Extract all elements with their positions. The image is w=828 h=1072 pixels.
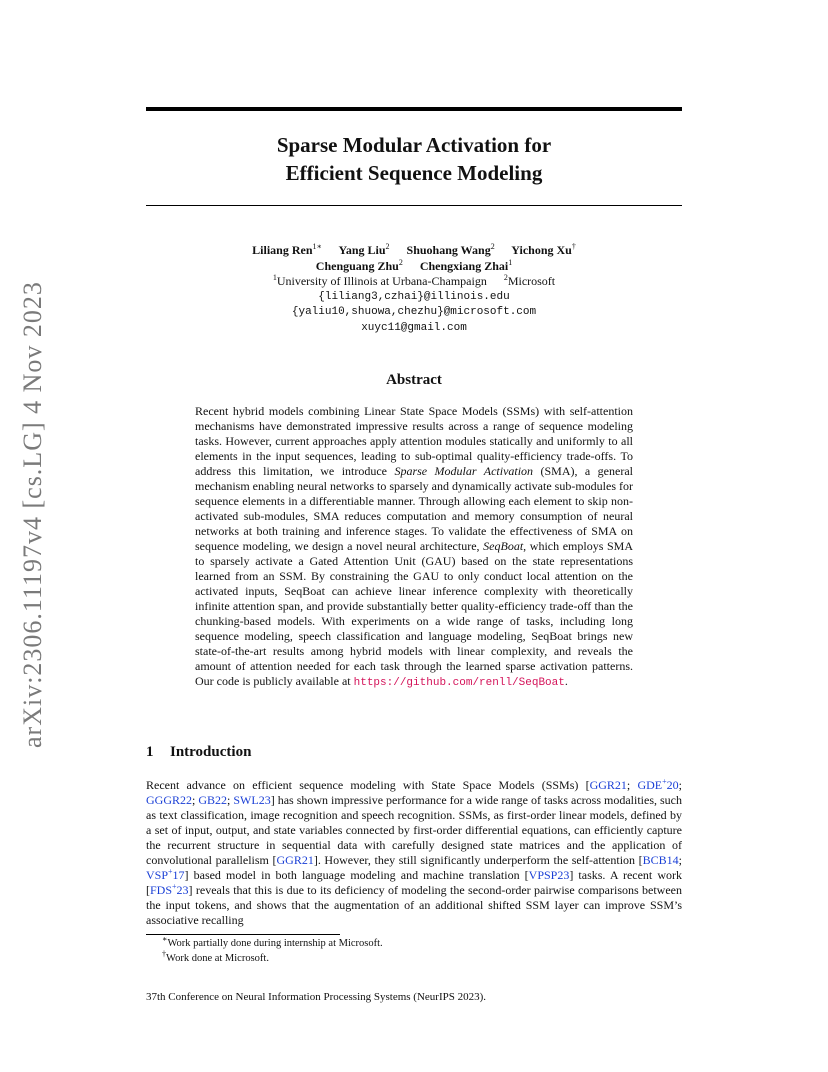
section-number: 1 xyxy=(146,744,154,760)
footnotes xyxy=(162,934,383,966)
author-affiliation-mark: 2 xyxy=(490,242,495,251)
sma-term: Sparse Modular Activation xyxy=(394,464,534,478)
title-top-rule xyxy=(146,107,682,111)
citation-link[interactable]: VPSP23 xyxy=(528,868,570,882)
author-names-line-2 xyxy=(146,259,682,275)
citation-link[interactable]: SWL23 xyxy=(233,793,271,807)
email-line-2: {yaliu10,shuowa,chezhu}@microsoft.com xyxy=(291,306,537,318)
citation-link[interactable]: VSP+17 xyxy=(146,867,185,882)
code-repository-link[interactable]: https://github.com/renll/SeqBoat xyxy=(353,677,565,689)
footnote-2: †Work done at Microsoft. xyxy=(162,949,269,964)
title-bottom-rule xyxy=(146,205,682,206)
citation-link[interactable]: GGR21 xyxy=(276,853,314,867)
affiliations: $^1$University of Illinois at Urbana-Champaign $^2$Microsoft xyxy=(272,273,556,288)
abstract-heading: Abstract xyxy=(386,372,442,388)
citation-link[interactable]: GGR21 xyxy=(589,778,627,792)
section-title: Introduction xyxy=(170,744,252,760)
affiliation-uiuc: University of Illinois at Urbana-Champaign xyxy=(276,274,487,288)
citation-link[interactable]: GB22 xyxy=(198,793,228,807)
seqboat-term: SeqBoat xyxy=(483,539,524,553)
author-name: Shuohang Wang xyxy=(406,243,491,257)
author-name: Yang Liu xyxy=(338,243,386,257)
footnote-rule xyxy=(146,934,340,935)
citation-link[interactable]: BCB14 xyxy=(642,853,679,867)
arxiv-identifier-stamp: arXiv:2306.11197v4 [cs.LG] 4 Nov 2023 xyxy=(18,281,47,748)
title-line-1: Sparse Modular Activation for xyxy=(276,133,552,157)
author-name: Chenguang Zhu xyxy=(315,258,399,273)
author-name: Chengxiang Zhai xyxy=(419,258,509,273)
introduction-paragraph: Recent advance on efficient sequence modeling with State Space Models (SSMs) [GGR21; GDE+20; GGGR22; GB22; SWL23] has shown impressive performance for a wide range of tasks across modalities, such as text classification, image recognition and speech recognition. SSMs, as first-order linear models, defined by a set of input, output, and state variables connected by first-order differential equations, can efficiently capture the recurrent structure in sequential data with carefully designed state matrices and the application of convolutional parallelism [GGR21]. However, they still significantly underperform the self-attention [BCB14; VSP+17] based model in both language modeling and machine translation [VPSP23] tasks. A recent work [FDS+23] reveals that this is due to its deficiency of modeling the second-order pairwise comparisons between the input tokens, and shows that the augmentation of an additional shifted SSM layer can improve SSM’s associative recalling xyxy=(146,777,683,927)
author-affiliation-mark: † xyxy=(571,242,576,251)
author-affiliation-mark: 1∗ xyxy=(312,242,322,251)
author-names-line-1 xyxy=(146,243,682,259)
abstract-body: Recent hybrid models combining Linear State Space Models (SSMs) with self-attention mechanisms have demonstrated impressive results across a range of sequence modeling tasks. However, current approaches apply attention modules statically and uniformly to all elements in the input sequences, leading to sub-optimal quality-efficiency trade-offs. To address this limitation, we introduce Sparse Modular Activation (SMA), a general mechanism enabling neural networks to sparsely and dynamically activate sub-modules for sequence elements in a differentiable manner. Through allowing each element to skip non-activated sub-modules, SMA reduces computation and memory consumption of neural networks at both training and inference stages. To validate the effectiveness of SMA on sequence modeling, we design a novel neural architecture, SeqBoat, which employs SMA to sparsely activate a Gated Attention Unit (GAU) based on the state representations learned from an SSM. By constraining the GAU to only conduct local attention on the activated inputs, SeqBoat can achieve linear inference complexity with theoretically infinite attention span, and provide substantially better quality-efficiency trade-off than the chunking-based models. With experiments on a wide range of tasks, including long sequence modeling, speech classification and language modeling, SeqBoat brings new state-of-the-art results among hybrid models with linear complexity, and reveals the amount of attention needed for each task through the learned sparse activation patterns. Our code is publicly available at https://github.com/renll/SeqBoat. xyxy=(195,404,634,689)
citation-link[interactable]: FDS+23 xyxy=(150,882,189,897)
author-affiliation-mark: 1 xyxy=(508,257,513,267)
citation-link[interactable]: GGGR22 xyxy=(146,793,193,807)
author-name: Yichong Xu xyxy=(511,243,572,257)
affiliation-microsoft: Microsoft xyxy=(507,274,556,288)
email-line-3: xuyc11@gmail.com xyxy=(361,321,467,334)
title-line-2: Efficient Sequence Modeling xyxy=(285,161,543,185)
author-block xyxy=(146,243,682,336)
author-affiliation-mark: 2 xyxy=(385,242,390,251)
paper-title xyxy=(146,131,682,187)
footnote-1: ∗Work partially done during internship at Microsoft. xyxy=(162,934,383,949)
section-heading-introduction xyxy=(146,744,251,761)
email-line-1: {liliang3,czhai}@illinois.edu xyxy=(318,290,510,303)
author-name: Liliang Ren xyxy=(252,243,313,257)
conference-notice: 37th Conference on Neural Information Processing Systems (NeurIPS 2023). xyxy=(146,991,487,1003)
citation-link[interactable]: GDE+20 xyxy=(637,777,679,792)
author-affiliation-mark: 2 xyxy=(398,257,403,267)
